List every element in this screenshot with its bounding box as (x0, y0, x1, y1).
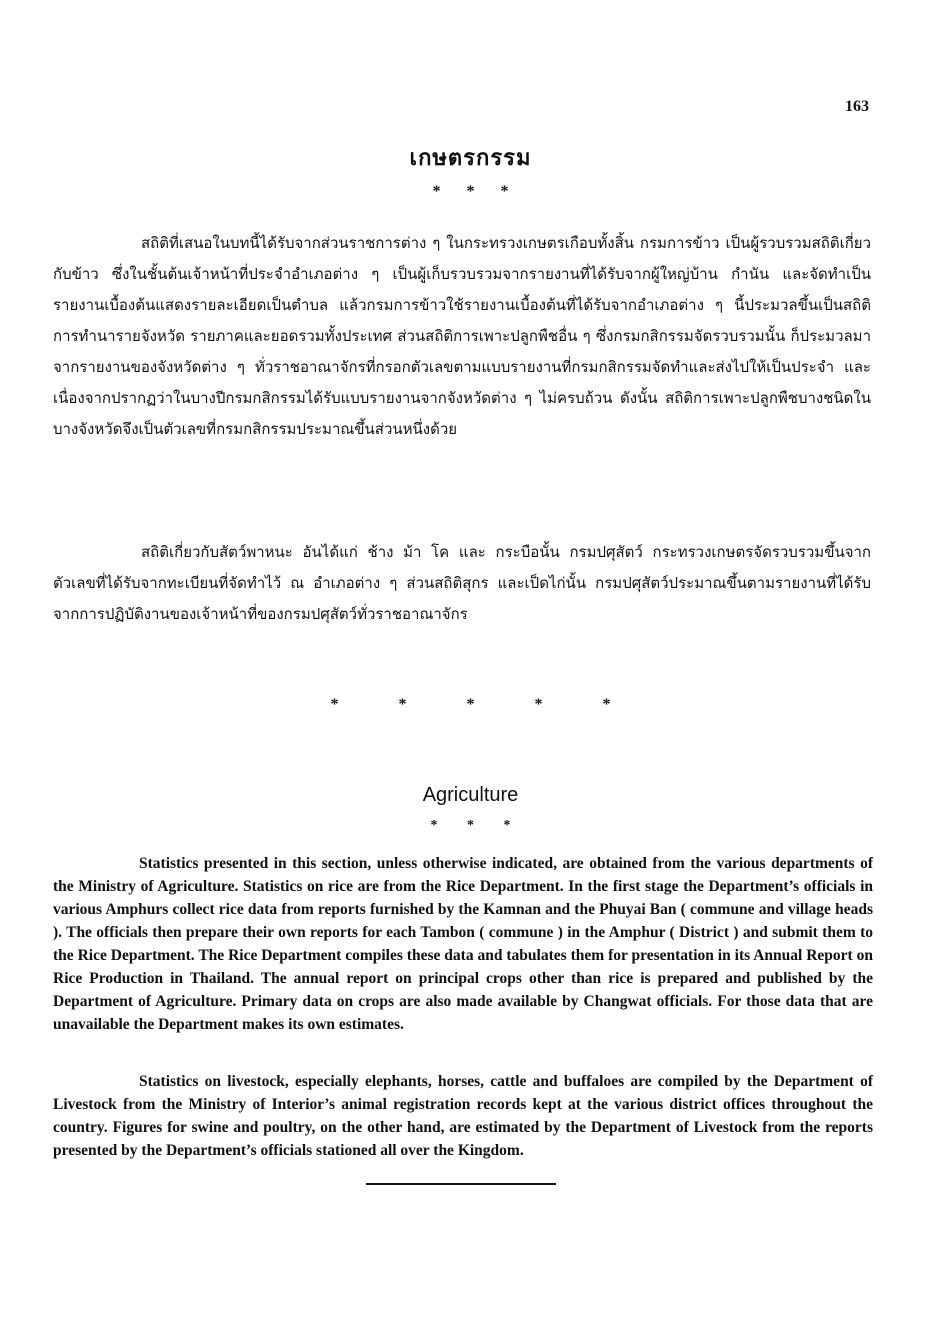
english-paragraph-2-text: Statistics on livestock, especially elephants, horses, cattle and buffaloes are compiled by the Department of Livestock from the Ministry of Interior’s animal registration records kept at the various district offices throughout the country. Figures for swine and poultry, on the other hand, are estimated by the Department of Livestock from the reports presented by the Department’s officials stationed all over the Kingdom. (53, 1073, 873, 1159)
english-paragraph-2 (53, 1070, 873, 1162)
thai-paragraph-2-text: สถิติเกี่ยวกับสัตว์พาหนะ อันได้แก่ ช้าง ม้า โค และ กระบือนั้น กรมปศุสัตว์ กระทรวงเกษตรจัดรวบรวมขึ้นจากตัวเลขที่ได้รับจากทะเบียนที่จัดทำไว้ ณ อำเภอต่าง ๆ ส่วนสถิติสุกร และเป็ดไก่นั้น กรมปศุสัตว์ประมาณขึ้นตามรายงานที่ได้รับจากการปฏิบัติงานของเจ้าหน้าที่ของกรมปศุสัตว์ทั่วราชอาณาจักร (53, 543, 871, 623)
page-number: 163 (845, 98, 869, 115)
thai-paragraph-1-text: สถิติที่เสนอในบทนี้ได้รับจากส่วนราชการต่าง ๆ ในกระทรวงเกษตรเกือบทั้งสิ้น กรมการข้าว เป็นผู้รวบรวมสถิติเกี่ยวกับข้าว ซึ่งในชั้นต้นเจ้าหน้าที่ประจำอำเภอต่าง ๆ เป็นผู้เก็บรวบรวมจากรายงานที่ได้รับจากผู้ใหญ่บ้าน กำนัน และจัดทำเป็นรายงานเบื้องต้นแสดงรายละเอียดเป็นตำบล แล้วกรมการข้าวใช้รายงานเบื้องต้นที่ได้รับจากอำเภอต่าง ๆ นี้ประมวลขึ้นเป็นสถิติการทำนารายจังหวัด รายภาคและยอดรวมทั้งประเทศ ส่วนสถิติการเพาะปลูกพืชอื่น ๆ ซึ่งกรมกสิกรรมจัดรวบรวมนั้น ก็ประมวลมาจากรายงานของจังหวัดต่าง ๆ ทั่วราชอาณาจักรที่กรอกตัวเลขตามแบบรายงานที่กรมกสิกรรมจัดทำและส่งไปให้เป็นประจำ และเนื่องจากปรากฏว่าในบางปีกรมกสิกรรมได้รับแบบรายงานจากจังหวัดต่าง ๆ ไม่ครบถ้วน ดังนั้น สถิติการเพาะปลูกพืชบางชนิดในบางจังหวัดจึงเป็นตัวเลขที่กรมกสิกรรมประมาณขึ้นส่วนหนึ่งด้วย (53, 234, 871, 438)
thai-title-separator: * * * (432, 183, 509, 200)
section-divider-stars: * * * * * (330, 696, 611, 713)
thai-paragraph-1 (53, 228, 871, 445)
english-title-separator: * * * (430, 818, 511, 833)
english-paragraph-1-text: Statistics presented in this section, unless otherwise indicated, are obtained from the various departments of the Ministry of Agriculture. Statistics on rice are from the Rice Department. In the first stage the Department’s officials in various Amphurs collect rice data from reports furnished by the Kamnan and the Phuyai Ban ( commune and village heads ). The officials then prepare their own reports for each Tambon ( commune ) in the Amphur ( District ) and submit them to the Rice Department. The Rice Department compiles these data and tabulates them for presentation in its Annual Report on Rice Production in Thailand. The annual report on principal crops other than rice is prepared and published by the Department of Agriculture. Primary data on crops are also made available by Changwat officials. For those data that are unavailable the Department makes its own estimates. (53, 855, 873, 1033)
thai-paragraph-2 (53, 537, 871, 630)
end-rule (366, 1183, 556, 1185)
thai-section-title: เกษตรกรรม (409, 146, 532, 171)
english-section-title: Agriculture (422, 784, 519, 806)
english-paragraph-1 (53, 852, 873, 1036)
